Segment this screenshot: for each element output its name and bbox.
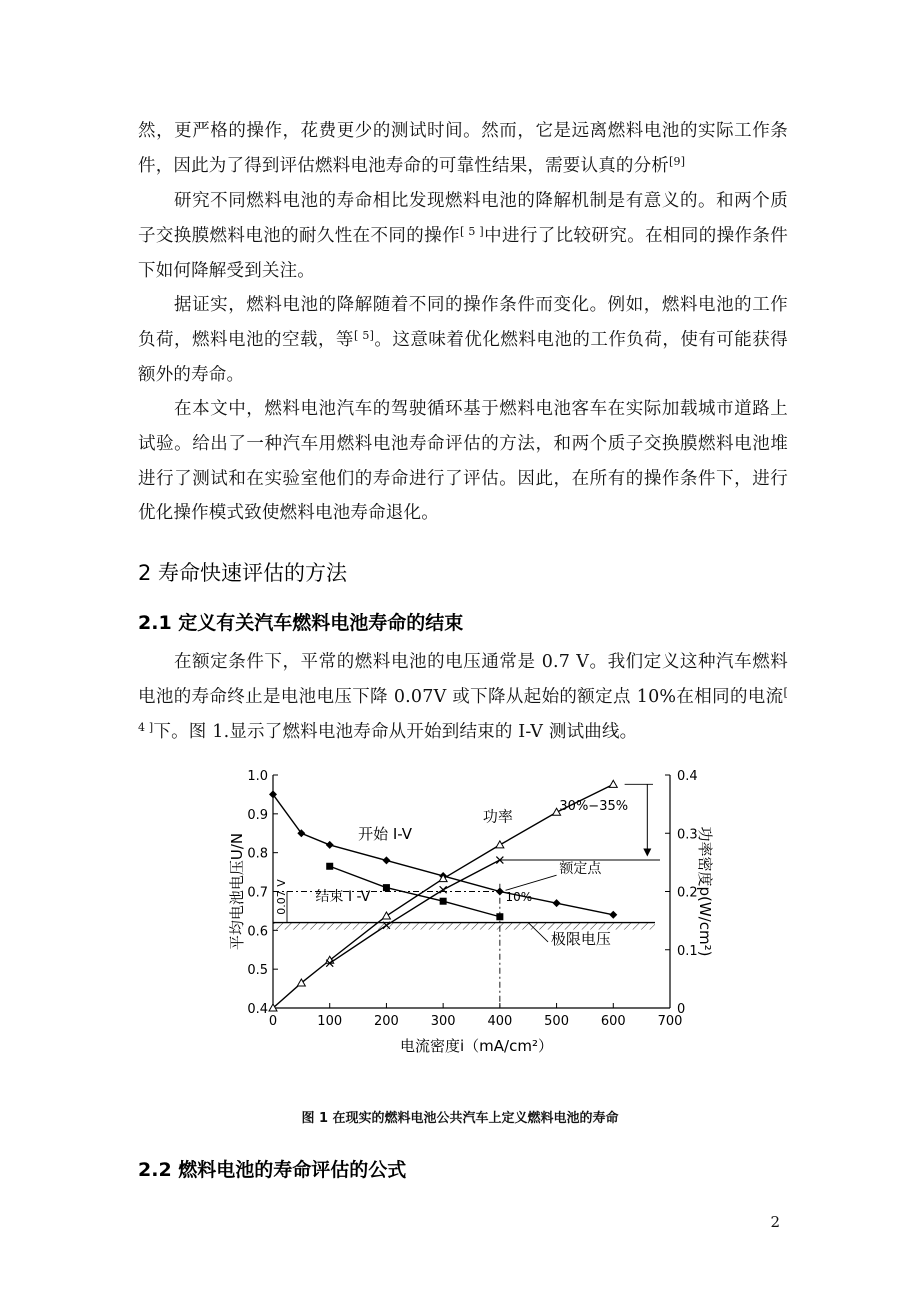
series-point-1	[326, 863, 333, 870]
y-left-tick-label: 0.4	[247, 1002, 268, 1017]
y-right-tick-label: 0.2	[677, 885, 698, 901]
iv-curve-chart	[210, 758, 714, 1058]
series-point-0	[609, 911, 617, 919]
y-left-tick-label: 1.0	[247, 769, 268, 784]
rated-point-pointer	[506, 875, 557, 890]
y-right-tick-label: 0	[677, 1002, 686, 1017]
paragraph-4: 在本文中，燃料电池汽车的驾驶循环基于燃料电池客车在实际加载城市道路上试验。给出了一种汽车用燃料电池寿命评估的方法，和两个质子交换膜燃料电池堆进行了测试和在实验室他们的寿命进行了评估。因此，在所有的操作条件下，进行优化操作模式致使燃料电池寿命退化。	[138, 399, 788, 524]
citation: [ 5 ]	[459, 224, 484, 238]
series-point-0	[496, 888, 504, 896]
power-drop-label: 30%−35%	[559, 798, 629, 814]
drop-v-label: 0.07 V	[275, 879, 288, 915]
y-axis-left-label: 平均电池电压U/N	[228, 832, 246, 951]
series-point-3	[440, 886, 447, 893]
subsection-heading: 2.1 定义有关汽车燃料电池寿命的结束	[138, 612, 464, 634]
citation: [ 5]	[353, 328, 375, 342]
series-point-1	[383, 884, 390, 891]
limit-voltage-label: 极限电压	[550, 929, 611, 948]
series-point-0	[382, 856, 390, 864]
y-left-tick-label: 0.5	[247, 963, 268, 979]
series-point-1	[440, 898, 447, 905]
series-point-2	[496, 841, 504, 848]
x-tick-label: 600	[600, 1014, 626, 1029]
x-tick-label: 0	[268, 1014, 278, 1029]
x-tick-label: 700	[657, 1014, 683, 1029]
power-label: 功率	[482, 807, 513, 826]
power-drop-arrowhead	[643, 849, 651, 857]
limit-voltage-hatch	[273, 923, 655, 930]
paragraph-5: 在额定条件下，平常的燃料电池的电压通常是 0.7 V。我们定义这种汽车燃料电池的寿命终止是电池电压下降 0.07V 或下降从起始的额定点 10%在相同的电流[ 4 ]下。图 1.显示了燃料电池寿命从开始到结束的 I-V 测试曲线。	[138, 652, 788, 742]
x-tick-label: 500	[544, 1014, 569, 1029]
x-tick-label: 100	[317, 1014, 343, 1029]
start-iv-label: 开始 I-V	[358, 825, 413, 844]
y-right-tick-label: 0.4	[677, 769, 698, 784]
y-left-tick-label: 0.7	[247, 885, 268, 901]
x-axis-label: 电流密度i（mA/cm²）	[400, 1037, 553, 1055]
ten-percent-label: 10%	[505, 890, 533, 905]
end-iv-label: 结束 I -V	[315, 889, 371, 906]
series-point-1	[496, 913, 503, 920]
series-point-0	[553, 899, 561, 907]
citation: [ 4 ]	[138, 685, 788, 734]
y-left-tick-label: 0.9	[247, 807, 268, 823]
y-right-tick-label: 0.3	[677, 827, 698, 843]
section-heading: 2 寿命快速评估的方法	[138, 561, 348, 585]
x-tick-label: 200	[374, 1014, 399, 1029]
y-left-tick-label: 0.8	[247, 846, 268, 862]
subsection-heading-2: 2.2 燃料电池的寿命评估的公式	[138, 1159, 407, 1181]
y-left-tick-label: 0.6	[247, 924, 268, 940]
citation: [9]	[669, 154, 686, 168]
figure-caption: 图 1 在现实的燃料电池公共汽车上定义燃料电池的寿命	[301, 1111, 619, 1126]
x-tick-label: 300	[430, 1014, 456, 1029]
paragraph-1: 然，更严格的操作，花费更少的测试时间。然而，它是远离燃料电池的实际工作条件，因此为了得到评估燃料电池寿命的可靠性结果，需要认真的分析[9]	[138, 121, 788, 176]
series-point-2	[609, 780, 617, 787]
paragraph-2: 研究不同燃料电池的寿命相比发现燃料电池的降解机制是有意义的。和两个质子交换膜燃料电池的耐久性在不同的操作[ 5 ]中进行了比较研究。在相同的操作条件下如何降解受到关注。	[138, 191, 788, 281]
paragraph-3: 据证实，燃料电池的降解随着不同的操作条件而变化。例如，燃料电池的工作负荷，燃料电池的空载，等[ 5]。这意味着优化燃料电池的工作负荷，使有可能获得额外的寿命。	[138, 295, 788, 385]
rated-point-label: 额定点	[559, 861, 602, 878]
x-tick-label: 400	[487, 1014, 513, 1029]
y-axis-right-label: 功率密度p(W/cm²)	[696, 826, 714, 957]
page-number: 2	[770, 1213, 780, 1231]
series-point-2	[382, 912, 390, 919]
series-point-0	[326, 841, 334, 849]
y-right-tick-label: 0.1	[677, 943, 698, 959]
